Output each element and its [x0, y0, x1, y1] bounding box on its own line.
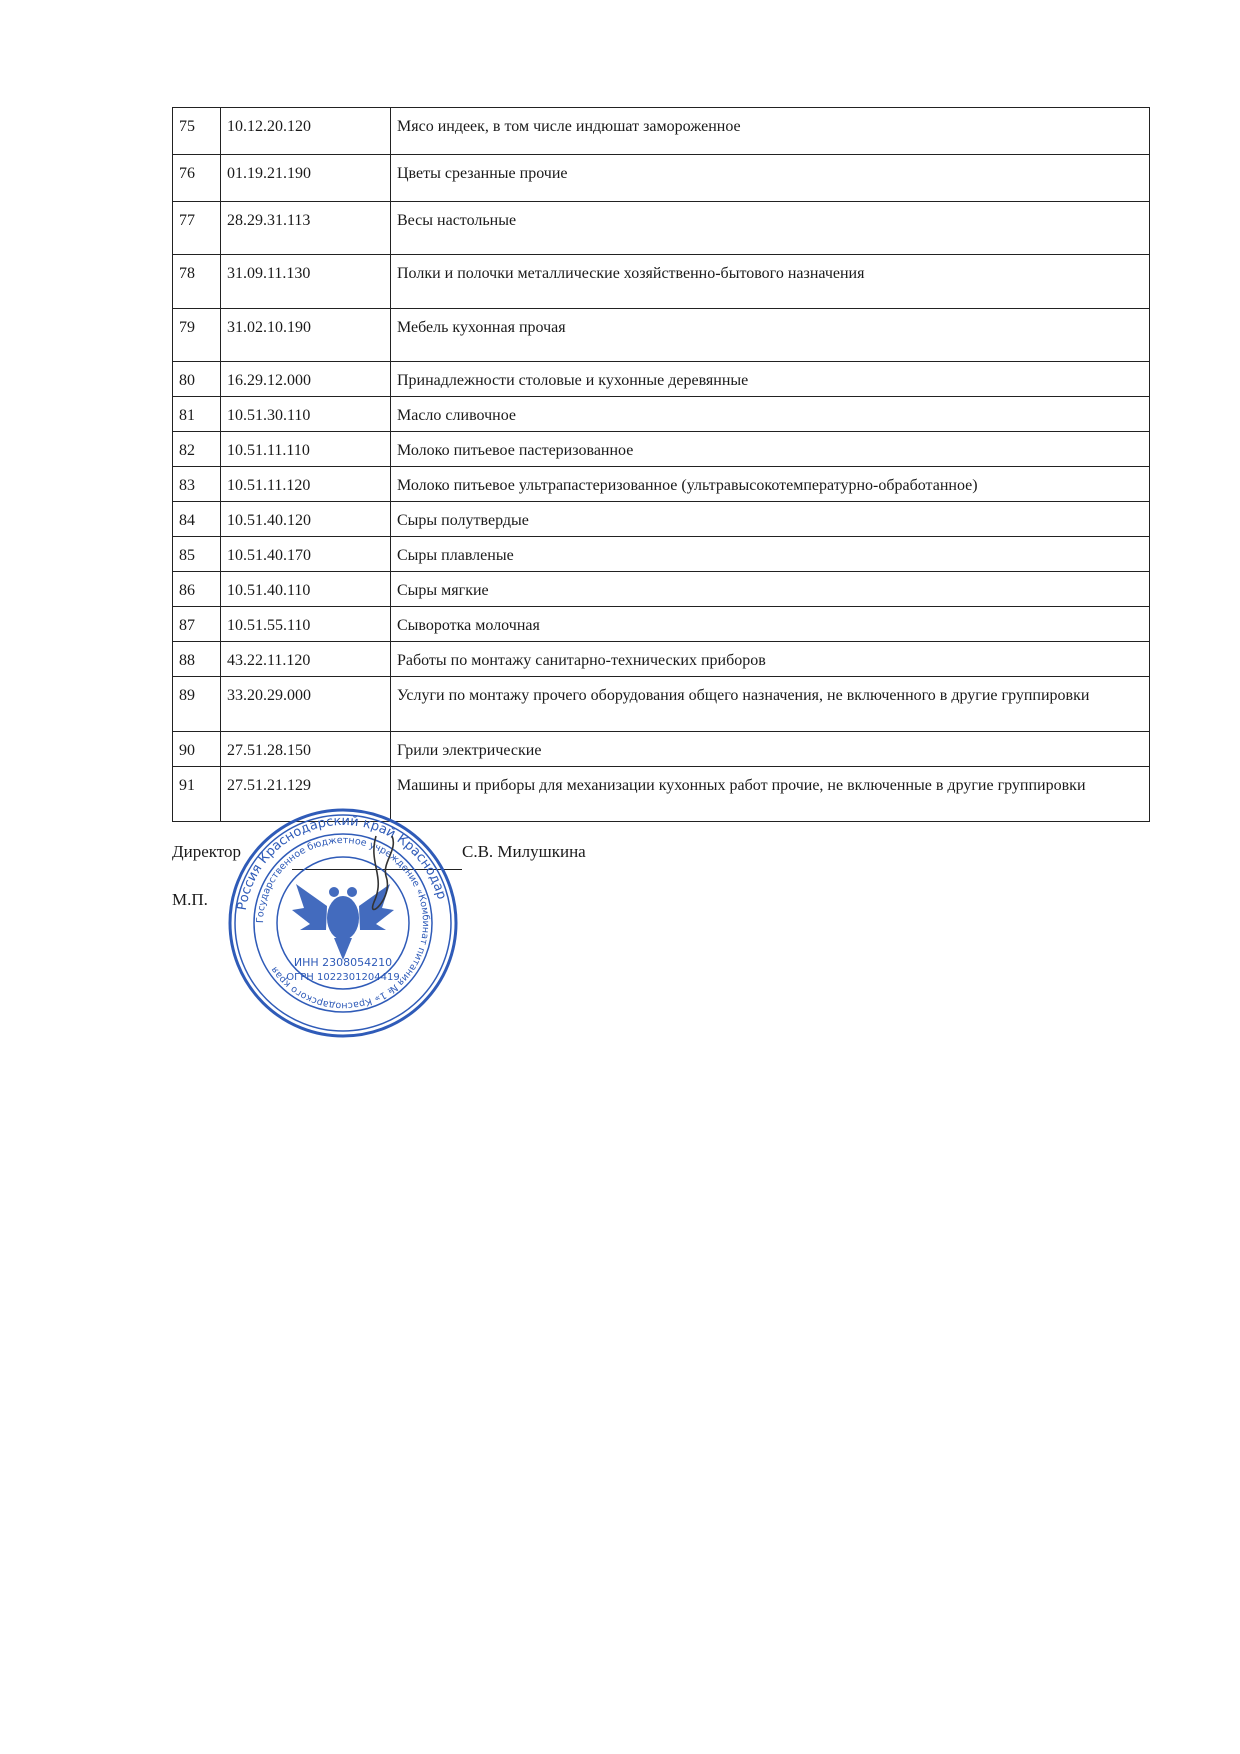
- table-row: [173, 607, 1150, 642]
- table-row: [173, 202, 1150, 255]
- director-title: Директор: [172, 842, 241, 861]
- table-row: [173, 362, 1150, 397]
- organization-stamp: [226, 806, 460, 1040]
- table-row: [173, 502, 1150, 537]
- table-row: [173, 467, 1150, 502]
- item-name: Молоко питьевое ультрапастеризованное (ультравысокотемпературно-обработанное): [391, 467, 1150, 502]
- okpd-code: 28.29.31.113: [221, 202, 391, 255]
- row-number: 91: [173, 767, 221, 822]
- okpd-code: 31.09.11.130: [221, 255, 391, 309]
- table-row: [173, 642, 1150, 677]
- item-name: Сыворотка молочная: [391, 607, 1150, 642]
- table-row: [173, 537, 1150, 572]
- stamp-middle-text: Государственное бюджетное учреждение «Комбинат питания № 1» Краснодарского края: [254, 834, 432, 1012]
- row-number: 78: [173, 255, 221, 309]
- table-row: [173, 432, 1150, 467]
- item-name: Машины и приборы для механизации кухонных работ прочие, не включенные в другие группировки: [391, 767, 1150, 822]
- row-number: 87: [173, 607, 221, 642]
- row-number: 84: [173, 502, 221, 537]
- item-name: Молоко питьевое пастеризованное: [391, 432, 1150, 467]
- okpd-code: 10.51.55.110: [221, 607, 391, 642]
- table-row: [173, 397, 1150, 432]
- eagle-emblem-icon: [292, 884, 394, 960]
- row-number: 80: [173, 362, 221, 397]
- item-name: Мясо индеек, в том числе индюшат замороженное: [391, 108, 1150, 155]
- item-name: Масло сливочное: [391, 397, 1150, 432]
- item-name: Сыры мягкие: [391, 572, 1150, 607]
- table-row: [173, 732, 1150, 767]
- item-name: Сыры полутвердые: [391, 502, 1150, 537]
- table-row: [173, 108, 1150, 155]
- stamp-inn: ИНН 2308054210: [293, 956, 393, 969]
- okpd-code: 10.51.11.120: [221, 467, 391, 502]
- row-number: 77: [173, 202, 221, 255]
- row-number: 75: [173, 108, 221, 155]
- table-body: [173, 108, 1150, 822]
- seal-place-label: М.П.: [172, 890, 208, 909]
- row-number: 76: [173, 155, 221, 202]
- okpd-code: 01.19.21.190: [221, 155, 391, 202]
- item-name: Работы по монтажу санитарно-технических приборов: [391, 642, 1150, 677]
- row-number: 81: [173, 397, 221, 432]
- okpd-code: 27.51.21.129: [221, 767, 391, 822]
- table-row: [173, 155, 1150, 202]
- okpd-code: 31.02.10.190: [221, 309, 391, 362]
- okpd-code: 43.22.11.120: [221, 642, 391, 677]
- okpd-code: 10.51.40.170: [221, 537, 391, 572]
- row-number: 90: [173, 732, 221, 767]
- okpd-code: 10.51.40.120: [221, 502, 391, 537]
- item-name: Грили электрические: [391, 732, 1150, 767]
- stamp-outer-text: Россия Краснодарский край Краснодар: [234, 813, 449, 912]
- stamp-ogrn: ОГРН 1022301204419: [286, 972, 400, 983]
- row-number: 85: [173, 537, 221, 572]
- director-name: С.В. Милушкина: [462, 842, 586, 861]
- item-name: Услуги по монтажу прочего оборудования общего назначения, не включенного в другие группировки: [391, 677, 1150, 732]
- table-row: [173, 572, 1150, 607]
- table-row: [173, 309, 1150, 362]
- okpd-code: 33.20.29.000: [221, 677, 391, 732]
- row-number: 83: [173, 467, 221, 502]
- okpd-code: 10.51.40.110: [221, 572, 391, 607]
- item-name: Сыры плавленые: [391, 537, 1150, 572]
- row-number: 89: [173, 677, 221, 732]
- table-row: [173, 255, 1150, 309]
- okpd-code: 10.12.20.120: [221, 108, 391, 155]
- item-name: Весы настольные: [391, 202, 1150, 255]
- okpd-code: 10.51.30.110: [221, 397, 391, 432]
- item-name: Полки и полочки металлические хозяйственно-бытового назначения: [391, 255, 1150, 309]
- okpd-code: 16.29.12.000: [221, 362, 391, 397]
- item-name: Принадлежности столовые и кухонные деревянные: [391, 362, 1150, 397]
- item-name: Мебель кухонная прочая: [391, 309, 1150, 362]
- okpd-code: 27.51.28.150: [221, 732, 391, 767]
- codes-table: [172, 107, 1150, 822]
- row-number: 88: [173, 642, 221, 677]
- row-number: 79: [173, 309, 221, 362]
- okpd-code: 10.51.11.110: [221, 432, 391, 467]
- row-number: 86: [173, 572, 221, 607]
- table-row: [173, 677, 1150, 732]
- item-name: Цветы срезанные прочие: [391, 155, 1150, 202]
- row-number: 82: [173, 432, 221, 467]
